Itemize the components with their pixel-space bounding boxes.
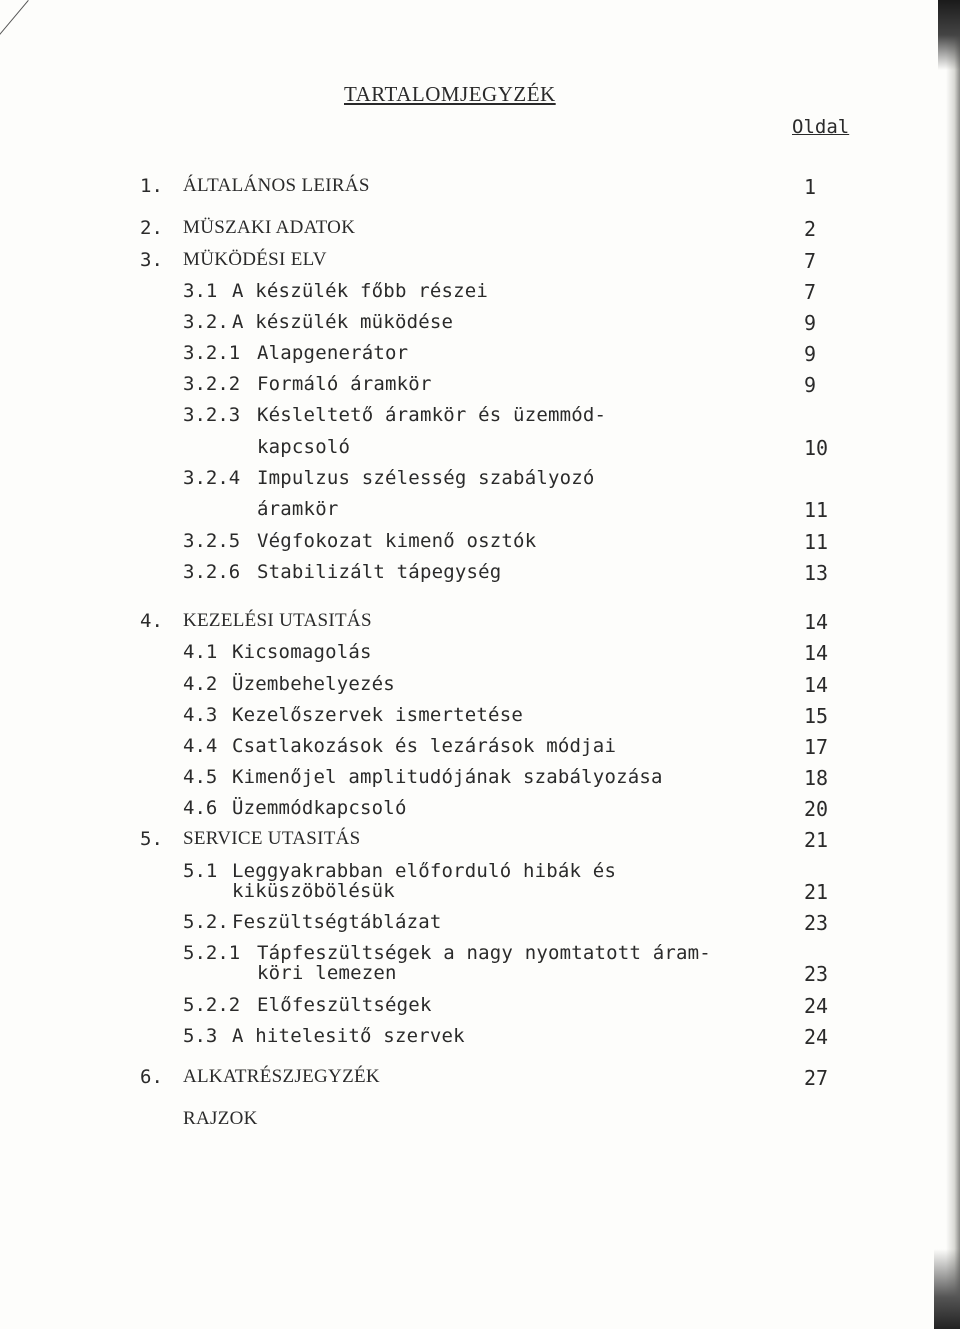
- toc-entry: [0, 436, 960, 466]
- toc-entry-number: 3.2.2: [183, 373, 241, 395]
- toc-entry: [0, 766, 960, 796]
- toc-entry: [0, 175, 960, 205]
- toc-entry-page: 14: [804, 641, 829, 665]
- toc-entry-label: Stabilizált tápegység: [257, 561, 502, 583]
- toc-entry-page: 13: [804, 561, 829, 585]
- toc-entry-number: 5.2.2: [183, 994, 241, 1016]
- toc-entry-page: 23: [804, 911, 829, 935]
- toc-entry: [0, 828, 960, 858]
- toc-entry: [0, 404, 960, 434]
- toc-entry: [0, 880, 960, 910]
- toc-entry-label: áramkör: [257, 498, 339, 520]
- toc-entry-label: Feszültségtáblázat: [232, 911, 442, 933]
- toc-entry-label: MÜKÖDÉSI ELV: [183, 249, 327, 270]
- toc-entry-number: 4.3: [183, 704, 218, 726]
- toc-entry-label: Kezelőszervek ismertetése: [232, 704, 523, 726]
- toc-entry-number: 5.2.1: [183, 942, 241, 964]
- toc-entry-number: 4.1: [183, 641, 218, 663]
- toc-entry-label: kiküszöbölésük: [232, 880, 395, 902]
- toc-entry-label: köri lemezen: [257, 962, 397, 984]
- toc-entry-number: 3.2.4: [183, 467, 241, 489]
- toc-entry-number: 4.6: [183, 797, 218, 819]
- toc-entry: [0, 561, 960, 591]
- toc-entry: [0, 735, 960, 765]
- toc-entry-page: 7: [804, 249, 817, 273]
- toc-entry-label: Leggyakrabban előforduló hibák és: [232, 860, 617, 882]
- toc-entry-page: 9: [804, 373, 817, 397]
- toc-entry-label: Üzembehelyezés: [232, 673, 395, 695]
- toc-entry-number: 5.1: [183, 860, 218, 882]
- toc-entry: [0, 530, 960, 560]
- toc-entry-number: 3.2.6: [183, 561, 241, 583]
- toc-entry-label: A készülék főbb részei: [232, 280, 489, 302]
- toc-entry-page: 11: [804, 498, 829, 522]
- toc-entry-label: kapcsoló: [257, 436, 351, 458]
- toc-entry-number: 1.: [140, 175, 163, 197]
- toc-entry-label: ALKATRÉSZJEGYZÉK: [183, 1066, 380, 1087]
- toc-entry-page: 24: [804, 994, 829, 1018]
- toc-entry-page: 15: [804, 704, 829, 728]
- toc-entry-number: 2.: [140, 217, 163, 239]
- toc-entry-page: 23: [804, 962, 829, 986]
- toc-entry-label: Alapgenerátor: [257, 342, 409, 364]
- toc-entry-page: 21: [804, 828, 829, 852]
- toc-entry: [0, 1066, 960, 1096]
- toc-entry: [0, 704, 960, 734]
- toc-entry-page: 18: [804, 766, 829, 790]
- toc-entry: [0, 1108, 960, 1138]
- toc-entry-label: SERVICE UTASITÁS: [183, 828, 361, 849]
- toc-entry-page: 24: [804, 1025, 829, 1049]
- toc-entry: [0, 249, 960, 279]
- toc-entry: [0, 610, 960, 640]
- toc-entry-page: 14: [804, 673, 829, 697]
- toc-entry-number: 3.: [140, 249, 163, 271]
- toc-entry-label: Késleltető áramkör és üzemmód-: [257, 404, 607, 426]
- toc-entry-label: A készülék müködése: [232, 311, 454, 333]
- toc-entry: [0, 797, 960, 827]
- toc-entry-number: 3.2.3: [183, 404, 241, 426]
- toc-entry-number: 5.: [140, 828, 163, 850]
- toc-entry-label: Üzemmódkapcsoló: [232, 797, 407, 819]
- toc-entry-number: 4.4: [183, 735, 218, 757]
- toc-entry-label: ÁLTALÁNOS LEIRÁS: [183, 175, 370, 196]
- toc-entry-page: 7: [804, 280, 817, 304]
- document-title: TARTALOMJEGYZÉK: [344, 82, 556, 106]
- toc-entry-page: 10: [804, 436, 829, 460]
- toc-entry-label: Tápfeszültségek a nagy nyomtatott áram-: [257, 942, 711, 964]
- toc-entry: [0, 962, 960, 992]
- toc-entry-number: 3.2.5: [183, 530, 241, 552]
- toc-entry-page: 9: [804, 342, 817, 366]
- toc-entry-label: Impulzus szélesség szabályozó: [257, 467, 595, 489]
- toc-entry-number: 3.1: [183, 280, 218, 302]
- toc-entry-label: KEZELÉSI UTASITÁS: [183, 610, 372, 631]
- toc-entry: [0, 342, 960, 372]
- toc-entry: [0, 498, 960, 528]
- toc-entry-label: Csatlakozások és lezárások módjai: [232, 735, 617, 757]
- toc-entry: [0, 911, 960, 941]
- toc-entry-number: 3.2.1: [183, 342, 241, 364]
- toc-entry-page: 11: [804, 530, 829, 554]
- toc-entry-number: 4.2: [183, 673, 218, 695]
- toc-entry-label: RAJZOK: [183, 1108, 258, 1129]
- toc-entry-page: 21: [804, 880, 829, 904]
- toc-entry: [0, 1025, 960, 1055]
- toc-entry-page: 20: [804, 797, 829, 821]
- toc-entry-page: 14: [804, 610, 829, 634]
- toc-entry-label: Kicsomagolás: [232, 641, 372, 663]
- toc-entry: [0, 641, 960, 671]
- toc-entry-label: Formáló áramkör: [257, 373, 432, 395]
- toc-entry-number: 3.2.: [183, 311, 229, 333]
- toc-entry-number: 6.: [140, 1066, 163, 1088]
- toc-entry-page: 27: [804, 1066, 829, 1090]
- toc-entry-number: 4.: [140, 610, 163, 632]
- toc-entry-label: MÜSZAKI ADATOK: [183, 217, 356, 238]
- toc-entry-label: Végfokozat kimenő osztók: [257, 530, 537, 552]
- toc-entry: [0, 467, 960, 497]
- toc-entry: [0, 311, 960, 341]
- toc-entry-page: 9: [804, 311, 817, 335]
- toc-entry-label: Előfeszültségek: [257, 994, 432, 1016]
- toc-entry-label: A hitelesitő szervek: [232, 1025, 465, 1047]
- toc-entry-page: 1: [804, 175, 817, 199]
- toc-entry-label: Kimenőjel amplitudójának szabályozása: [232, 766, 663, 788]
- toc-entry-number: 4.5: [183, 766, 218, 788]
- toc-entry: [0, 994, 960, 1024]
- toc-entry: [0, 673, 960, 703]
- toc-entry: [0, 217, 960, 247]
- toc-entry-number: 5.2.: [183, 911, 229, 933]
- toc-entry-page: 2: [804, 217, 817, 241]
- page-column-header: Oldal: [792, 116, 850, 138]
- toc-entry: [0, 373, 960, 403]
- toc-entry: [0, 280, 960, 310]
- toc-entry-number: 5.3: [183, 1025, 218, 1047]
- toc-entry-page: 17: [804, 735, 829, 759]
